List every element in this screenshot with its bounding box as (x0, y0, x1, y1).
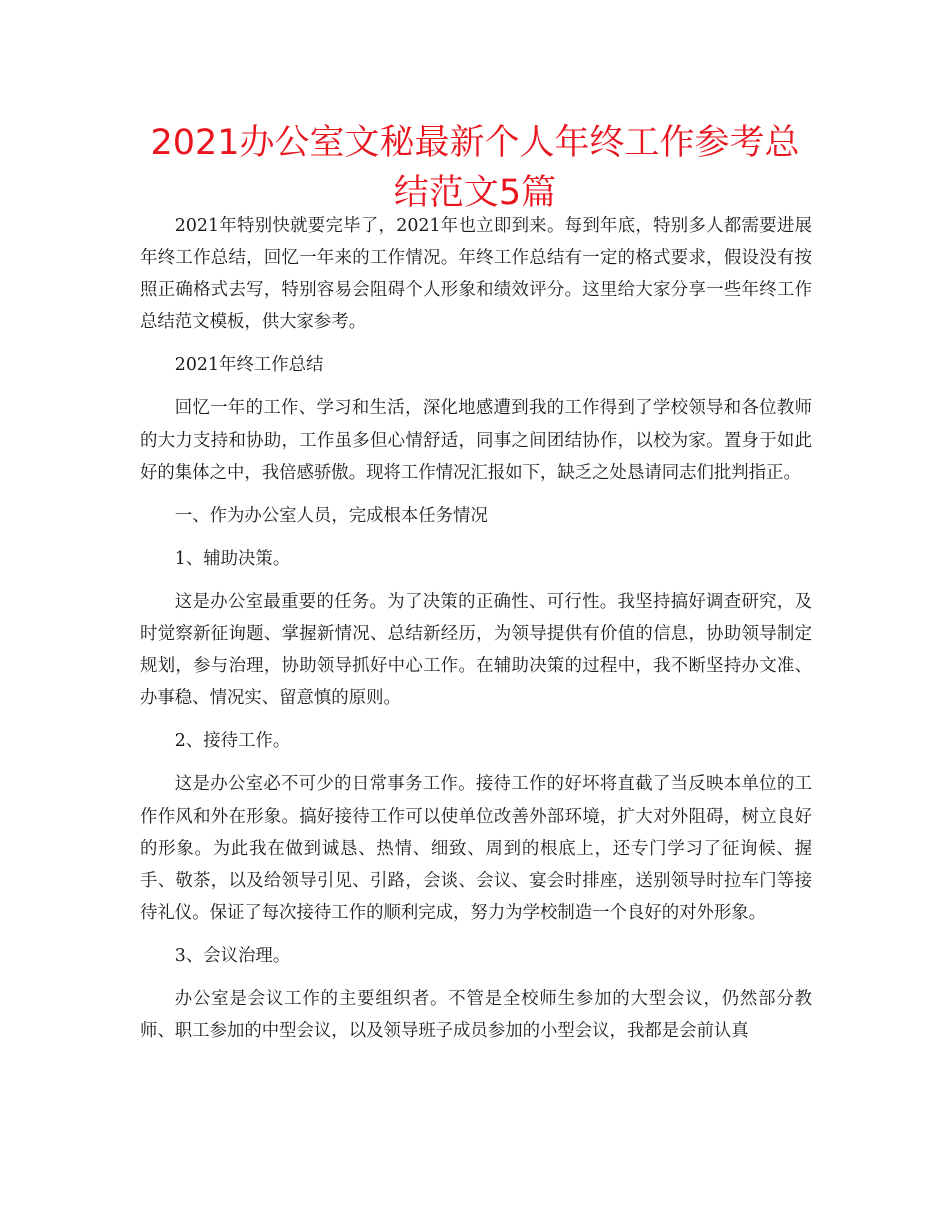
paragraph-intro: 2021年特别快就要完毕了，2021年也立即到来。每到年底，特别多人都需要进展年终工作总结，回忆一年来的工作情况。年终工作总结有一定的格式要求，假设没有按照正确格式去写，特别容易会阻碍个人形象和绩效评分。这里给大家分享一些年终工作总结范文模板，供大家参考。 (140, 216, 812, 333)
paragraph-decision: 这是办公室最重要的任务。为了决策的正确性、可行性。我坚持搞好调查研究，及时觉察新征询题、掌握新情况、总结新经历，为领导提供有价值的信息，协助领导制定规划，参与治理，协助领导抓好中心工作。在辅助决策的过程中，我不断坚持办文准、办事稳、情况实、留意慎的原则。 (140, 591, 812, 709)
subsection-heading-3: 3、会议治理。 (174, 945, 291, 966)
subsection-heading-1: 1、辅助决策。 (174, 548, 291, 569)
section-heading-1: 一、作为办公室人员，完成根本任务情况 (174, 505, 488, 526)
paragraph-heading-summary: 2021年终工作总结 (174, 355, 324, 376)
paragraph-meetings: 办公室是会议工作的主要组织者。不管是全校师生参加的大型会议，仍然部分教师、职工参加的中型会议，以及领导班子成员参加的小型会议，我都是会前认真 (140, 988, 812, 1042)
paragraph-reception: 这是办公室必不可少的日常事务工作。接待工作的好坏将直截了当反映本单位的工作作风和外在形象。搞好接待工作可以使单位改善外部环境，扩大对外阻碍，树立良好的形象。为此我在做到诚恳、热情、细致、周到的根底上，还专门学习了征询候、握手、敬茶，以及给领导引见、引路，会谈、会议、宴会时排座，送别领导时拉车门等接待礼仪。保证了每次接待工作的顺利完成，努力为学校制造一个良好的对外形象。 (140, 774, 812, 923)
document-body (140, 210, 812, 1047)
paragraph-review: 回忆一年的工作、学习和生活，深化地感遭到我的工作得到了学校领导和各位教师的大力支持和协助，工作虽多但心情舒适，同事之间团结协作，以校为家。置身于如此好的集体之中，我倍感骄傲。现将工作情况汇报如下，缺乏之处恳请同志们批判指正。 (140, 398, 812, 483)
subsection-heading-2: 2、接待工作。 (174, 731, 291, 752)
document-title: 2021办公室文秘最新个人年终工作参考总结范文5篇 (150, 123, 800, 213)
